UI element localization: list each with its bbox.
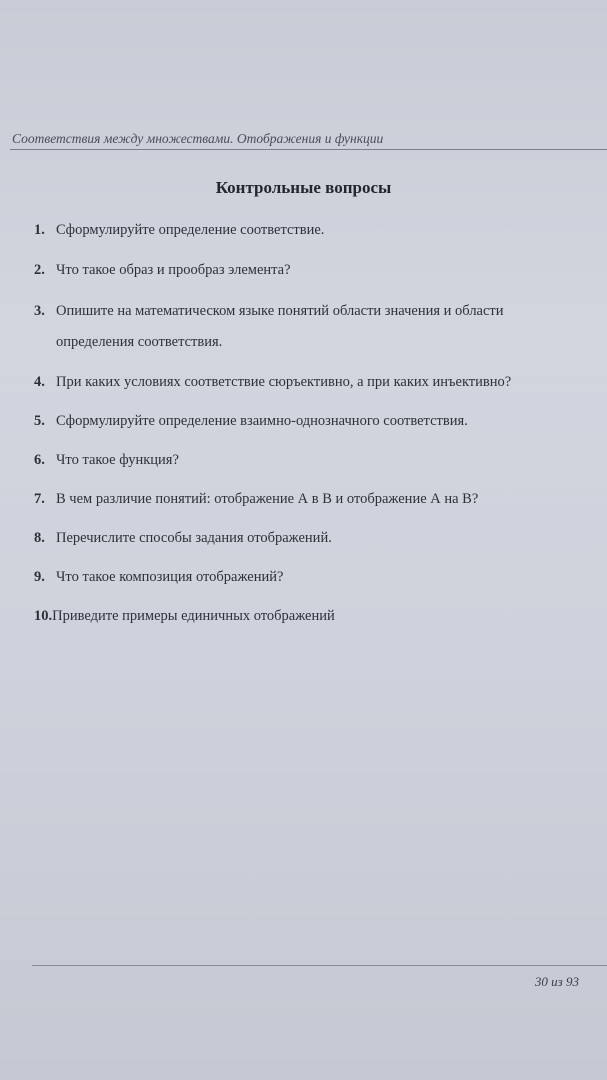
- question-6: [34, 452, 179, 469]
- question-8: [34, 530, 332, 547]
- question-9: [34, 569, 283, 586]
- question-number: 10.: [34, 608, 53, 624]
- header-divider: [10, 149, 607, 150]
- question-3-continuation: определения соответствия.: [56, 334, 223, 350]
- question-text: Что такое композиция отображений?: [56, 569, 284, 585]
- question-text: Что такое функция?: [56, 452, 179, 468]
- question-text: Опишите на математическом языке понятий области значения и области: [56, 303, 504, 319]
- question-number: 8.: [34, 530, 45, 546]
- question-text: Приведите примеры единичных отображений: [52, 608, 335, 624]
- question-text: Сформулируйте определение соответствие.: [56, 222, 325, 238]
- footer-divider: [32, 965, 607, 966]
- question-text: Сформулируйте определение взаимно-однозначного соответствия.: [56, 413, 468, 429]
- page-title: Контрольные вопросы: [215, 178, 392, 197]
- question-2: [34, 262, 291, 279]
- question-1: [34, 222, 324, 239]
- question-text: В чем различие понятий: отображение А в В и отображение А на В?: [56, 491, 479, 507]
- question-number: 1.: [34, 222, 45, 238]
- question-text: Что такое образ и прообраз элемента?: [56, 262, 291, 278]
- question-4: [34, 374, 511, 391]
- question-number: 9.: [34, 569, 45, 585]
- question-10: [34, 608, 335, 625]
- question-number: 6.: [34, 452, 45, 468]
- question-text: Перечислите способы задания отображений.: [56, 530, 332, 546]
- question-3: [34, 303, 504, 320]
- page-number: 30 из 93: [534, 974, 579, 989]
- question-7: [34, 491, 478, 508]
- question-number: 2.: [34, 262, 45, 278]
- question-number: 3.: [34, 303, 45, 319]
- question-number: 4.: [34, 374, 45, 390]
- question-text: При каких условиях соответствие сюръективно, а при каких инъективно?: [56, 374, 512, 390]
- question-5: [34, 413, 468, 430]
- question-number: 7.: [34, 491, 45, 507]
- question-number: 5.: [34, 413, 45, 429]
- running-header: Соответствия между множествами. Отображения и функции: [12, 131, 384, 146]
